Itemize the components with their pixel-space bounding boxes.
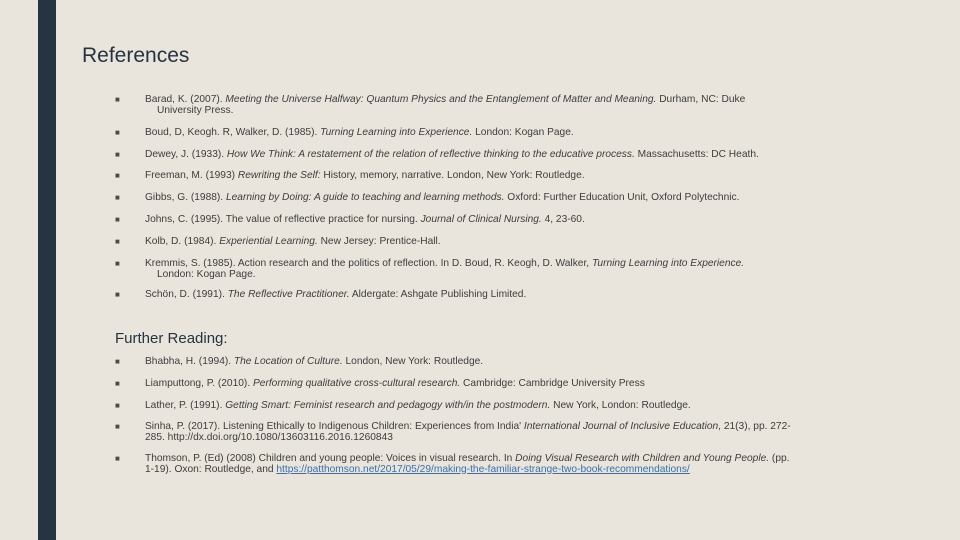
bullet-icon: ■ xyxy=(115,237,120,246)
reference-text: Sinha, P. (2017). Listening Ethically to Indigenous Children: Experiences from India' International Journal of Inclusive Education, 21(3), pp. 272- xyxy=(145,421,791,432)
reference-item xyxy=(115,422,840,443)
reference-text: Freeman, M. (1993) Rewriting the Self: History, memory, narrative. London, New York: Routledge. xyxy=(145,170,585,181)
bullet-icon: ■ xyxy=(115,95,120,104)
bullet-icon: ■ xyxy=(115,357,120,366)
bullet-icon: ■ xyxy=(115,128,120,137)
bullet-icon: ■ xyxy=(115,259,120,268)
reference-item xyxy=(115,171,840,182)
page-title: References xyxy=(82,44,190,67)
bullet-icon: ■ xyxy=(115,171,120,180)
reference-text: Gibbs, G. (1988). Learning by Doing: A guide to teaching and learning methods. Oxford: Further Education Unit, Oxford Polytechnic. xyxy=(145,192,740,203)
reference-item xyxy=(115,237,840,248)
reference-continuation: University Press. xyxy=(157,104,234,116)
reference-item xyxy=(115,193,840,204)
reference-item xyxy=(115,128,840,139)
reference-item xyxy=(115,215,840,226)
reference-item xyxy=(115,401,840,412)
reference-text: Johns, C. (1995). The value of reflective practice for nursing. Journal of Clinical Nursing. 4, 23-60. xyxy=(145,214,585,225)
reference-item xyxy=(115,357,840,368)
reference-text: Dewey, J. (1933). How We Think: A restatement of the relation of reflective thinking to the educative process. Massachusetts: DC Heath. xyxy=(145,149,759,160)
bullet-icon: ■ xyxy=(115,379,120,388)
bullet-icon: ■ xyxy=(115,401,120,410)
reference-text: Bhabha, H. (1994). The Location of Culture. London, New York: Routledge. xyxy=(145,356,484,367)
reference-text: Boud, D, Keogh. R, Walker, D. (1985). Turning Learning into Experience. London: Kogan Page. xyxy=(145,127,574,138)
reference-item xyxy=(115,379,840,390)
reference-link[interactable]: https://patthomson.net/2017/05/29/making-the-familiar-strange-two-book-recommendations/ xyxy=(276,463,690,475)
bullet-icon: ■ xyxy=(115,290,120,299)
reference-text: Schön, D. (1991). The Reflective Practitioner. Aldergate: Ashgate Publishing Limited. xyxy=(145,289,527,300)
reference-item xyxy=(115,150,840,161)
further-reading-heading: Further Reading: xyxy=(115,330,228,347)
bullet-icon: ■ xyxy=(115,150,120,159)
reference-item xyxy=(115,454,840,475)
reference-text: Barad, K. (2007). Meeting the Universe Halfway: Quantum Physics and the Entanglement of Matter and Meaning. Durham, NC: Duke xyxy=(145,94,746,105)
reference-text: Liamputtong, P. (2010). Performing qualitative cross-cultural research. Cambridge: Cambridge University Press xyxy=(145,378,645,389)
reference-continuation: London: Kogan Page. xyxy=(157,268,256,280)
reference-text: Thomson, P. (Ed) (2008) Children and young people: Voices in visual research. In Doing Visual Research with Children and Young People. (pp. xyxy=(145,453,790,464)
reference-text: Kolb, D. (1984). Experiential Learning. New Jersey: Prentice-Hall. xyxy=(145,236,441,247)
reference-continuation: 285. http://dx.doi.org/10.1080/13603116.2016.1260843 xyxy=(145,431,393,443)
reference-text: Lather, P. (1991). Getting Smart: Feminist research and pedagogy with/in the postmodern. New York, London: Routledge. xyxy=(145,400,691,411)
bullet-icon: ■ xyxy=(115,193,120,202)
bullet-icon: ■ xyxy=(115,454,120,463)
bullet-icon: ■ xyxy=(115,422,120,431)
reference-text: Kremmis, S. (1985). Action research and the politics of reflection. In D. Boud, R. Keogh, D. Walker, Turning Learning into Experience. xyxy=(145,258,745,269)
reference-item xyxy=(115,290,840,301)
side-accent-bar xyxy=(38,0,56,540)
reference-item xyxy=(115,95,840,116)
reference-item xyxy=(115,259,840,280)
reference-continuation: 1-19). Oxon: Routledge, and https://patthomson.net/2017/05/29/making-the-familiar-strange-two-book-recommendations/ xyxy=(145,463,690,475)
bullet-icon: ■ xyxy=(115,215,120,224)
